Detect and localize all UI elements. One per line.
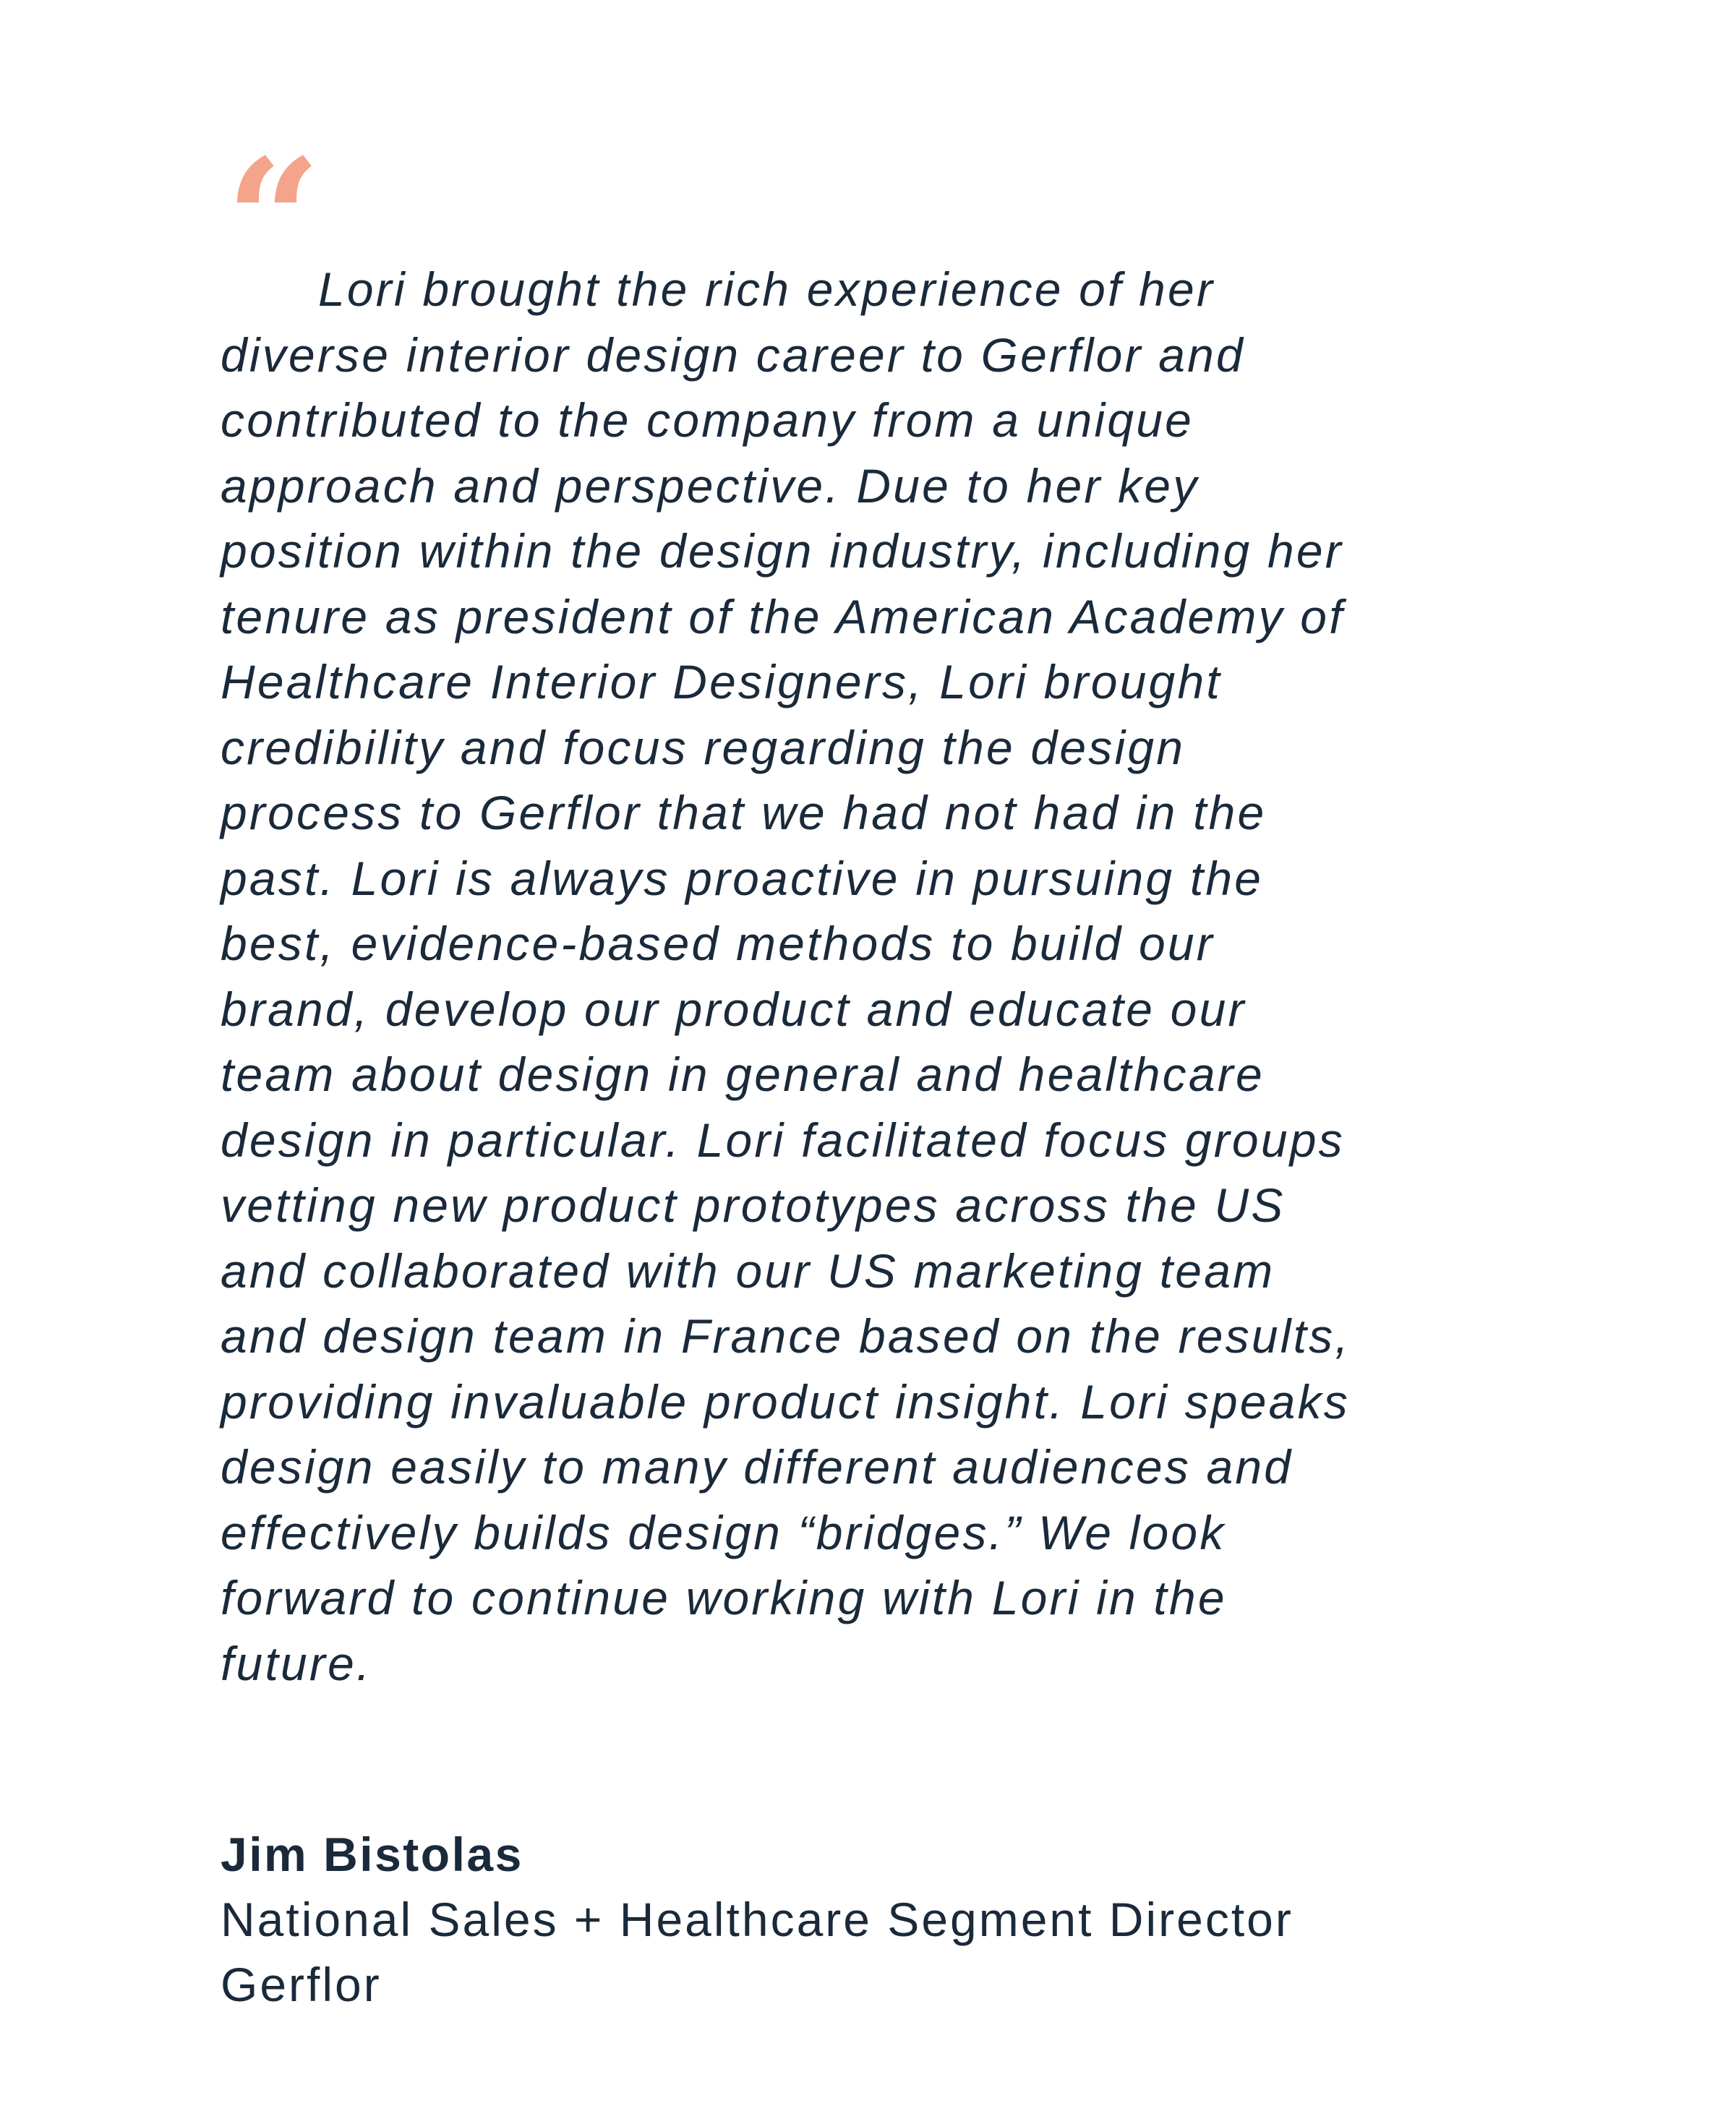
quote-line: process to Gerflor that we had not had in the <box>221 786 1267 839</box>
quote-line: contributed to the company from a unique <box>221 393 1194 447</box>
quote-line: and design team in France based on the results, <box>221 1309 1351 1363</box>
quote-line: credibility and focus regarding the design <box>221 720 1186 774</box>
quote-line: brand, develop our product and educate our <box>221 982 1247 1036</box>
quote-line: forward to continue working with Lori in the <box>221 1571 1227 1624</box>
quote-line: design easily to many different audiences and <box>221 1440 1294 1494</box>
quote-line: team about design in general and healthcare <box>221 1048 1265 1101</box>
quote-line: and collaborated with our US marketing team <box>221 1243 1275 1298</box>
testimonial-quote <box>221 257 1580 1696</box>
attribution <box>221 1822 1294 2017</box>
quote-line: effectively builds design “bridges.” We look <box>221 1505 1226 1559</box>
quote-line: best, evidence-based methods to build our <box>221 917 1215 970</box>
quote-line: providing invaluable product insight. Lori speaks <box>221 1374 1350 1429</box>
quote-line: Lori brought the rich experience of her <box>318 262 1215 316</box>
author-name: Jim Bistolas <box>221 1828 523 1881</box>
quote-line: position within the design industry, including her <box>221 524 1343 578</box>
quote-line: diverse interior design career to Gerflor and <box>221 327 1245 382</box>
author-company: Gerflor <box>221 1958 382 2011</box>
quote-mark-icon: “ <box>226 123 322 318</box>
quote-line: design in particular. Lori facilitated focus groups <box>221 1113 1345 1167</box>
quote-line: tenure as president of the American Academy of <box>221 589 1345 643</box>
quote-line: past. Lori is always proactive in pursuing the <box>221 851 1264 905</box>
author-title: National Sales + Healthcare Segment Director <box>221 1893 1294 1946</box>
quote-line: vetting new product prototypes across the US <box>221 1178 1286 1232</box>
quote-line: approach and perspective. Due to her key <box>221 458 1200 513</box>
quote-line: future. <box>221 1636 372 1690</box>
quote-line: Healthcare Interior Designers, Lori brought <box>221 655 1222 708</box>
